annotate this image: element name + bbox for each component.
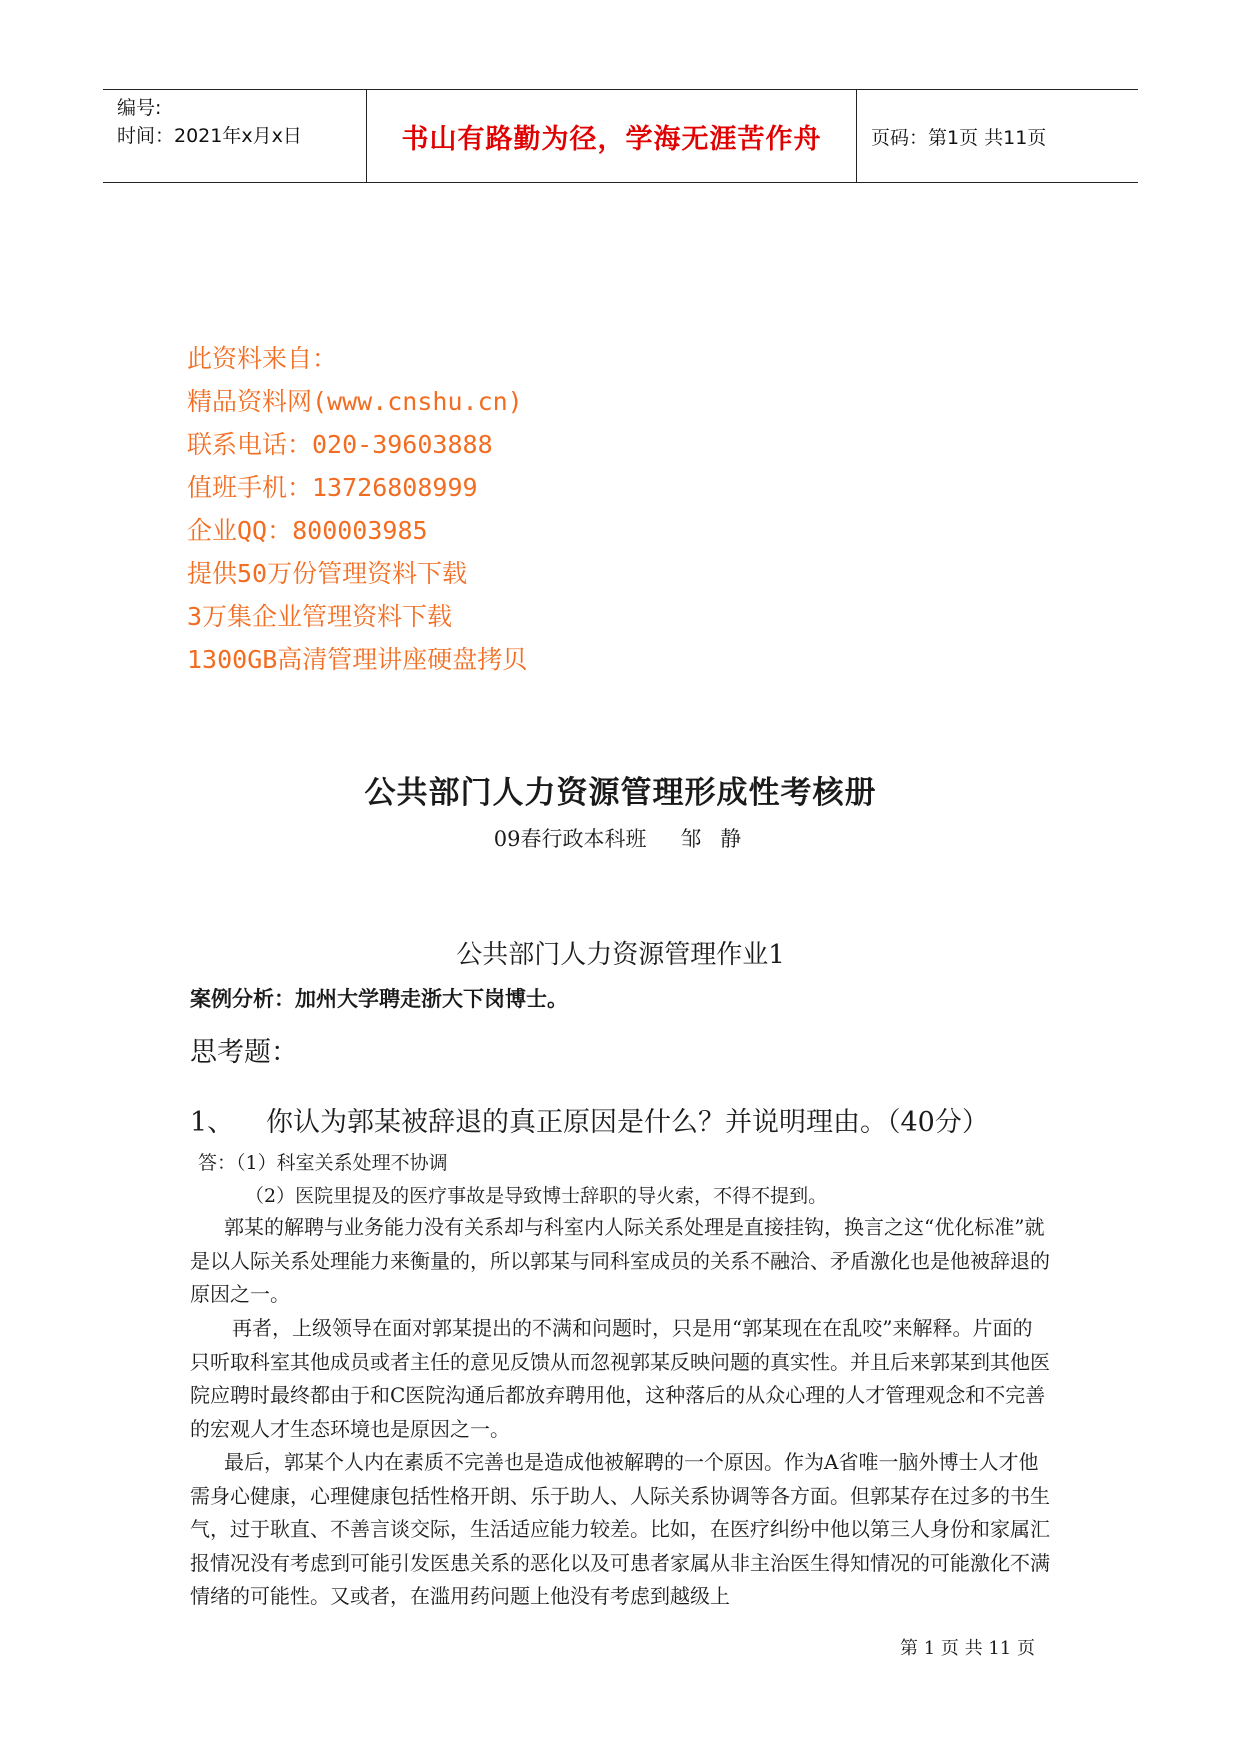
- promo-line: 1300GB高清管理讲座硬盘拷贝: [187, 645, 528, 674]
- header-motto: 书山有路勤为径，学海无涯苦作舟: [367, 90, 857, 182]
- answer-point-1: 答：（1）科室关系处理不协调: [198, 1152, 448, 1174]
- promo-line: 联系电话：020-39603888: [187, 430, 493, 459]
- paragraph-1: 郭某的解聘与业务能力没有关系却与科室内人际关系处理是直接挂钩，换言之这“优化标准”就是以人际关系处理能力来衡量的，所以郭某与同科室成员的关系不融洽、矛盾激化也是他被辞退的原因之一。: [190, 1215, 1050, 1306]
- serial-number-label: 编号:: [117, 97, 162, 119]
- promo-line: 企业QQ：800003985: [187, 516, 428, 545]
- document-title: 公共部门人力资源管理形成性考核册: [364, 775, 877, 811]
- header-page-info: 页码：第1页 共11页: [871, 126, 1047, 149]
- class-name: 09春行政本科班: [493, 827, 647, 851]
- think-questions-label: 思考题：: [190, 1037, 298, 1068]
- header-table: [103, 89, 1138, 183]
- paragraph-3: 最后，郭某个人内在素质不完善也是造成他被解聘的一个原因。作为A省唯一脑外博士人才他需身心健康，心理健康包括性格开朗、乐于助人、人际关系协调等各方面。但郭某存在过多的书生气，过于耿直、不善言谈交际，生活适应能力较差。比如，在医疗纠纷中他以第三人身份和家属汇报情况没有考虑到可能引发医患关系的恶化以及可患者家属从非主治医生得知情况的可能激化不满情绪的可能性。又或者，在滥用药问题上他没有考虑到越级上: [190, 1450, 1050, 1608]
- question-number: 1、: [190, 1107, 235, 1138]
- page-footer: 第 1 页 共 11 页: [900, 1638, 1035, 1659]
- document-subtitle: [0, 823, 1241, 853]
- promo-block: [187, 337, 527, 681]
- promo-line: 此资料来自：: [187, 344, 338, 373]
- case-analysis-heading: 案例分析：加州大学聘走浙大下岗博士。: [190, 987, 568, 1011]
- author-name: 邹 静: [680, 827, 748, 851]
- promo-line: 精品资料网(www.cnshu.cn): [187, 387, 523, 416]
- question-1: [190, 1100, 989, 1139]
- date-label: 时间：2021年x月x日: [117, 125, 302, 147]
- promo-line: 3万集企业管理资料下载: [187, 602, 453, 631]
- homework-title: 公共部门人力资源管理作业1: [456, 940, 785, 970]
- question-text: 你认为郭某被辞退的真正原因是什么？并说明理由。（40分）: [266, 1107, 989, 1138]
- paragraph-2: 再者，上级领导在面对郭某提出的不满和问题时，只是用“郭某现在在乱咬”来解释。片面的只听取科室其他成员或者主任的意见反馈从而忽视郭某反映问题的真实性。并且后来郭某到其他医院应聘时最终都由于和C医院沟通后都放弃聘用他，这种落后的从众心理的人才管理观念和不完善的宏观人才生态环境也是原因之一。: [190, 1316, 1050, 1441]
- header-meta-cell: [103, 90, 367, 182]
- promo-line: 提供50万份管理资料下载: [187, 559, 468, 588]
- answer-point-2: （2）医院里提及的医疗事故是导致博士辞职的导火索，不得不提到。: [245, 1185, 828, 1207]
- promo-line: 值班手机：13726808999: [187, 473, 478, 502]
